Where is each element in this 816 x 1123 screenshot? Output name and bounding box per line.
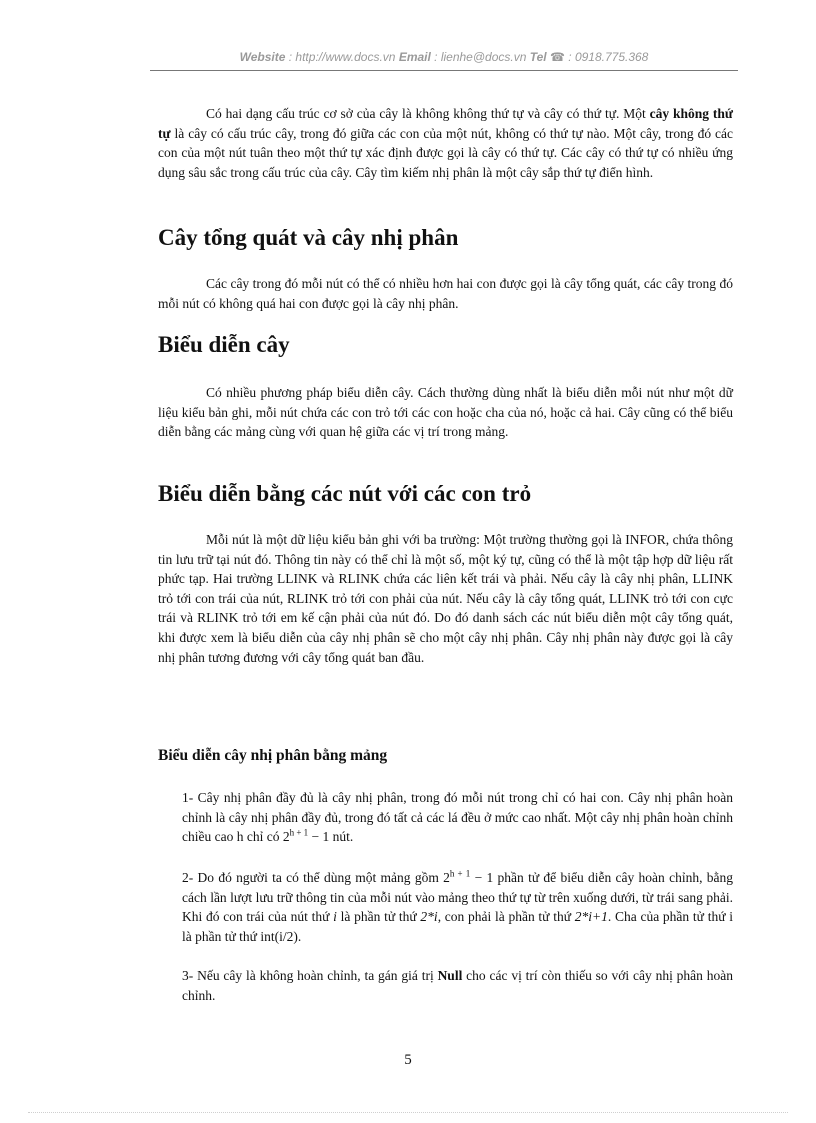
subsection-heading: Biểu diễn cây nhị phân bằng mảng <box>158 747 388 764</box>
null-keyword: Null <box>437 968 463 983</box>
list-item: 2- Do đó người ta có thể dùng một mảng gồm $2^{h + 1} - 1$ phần tử để biểu diễn cây hoàn chỉnh, bằng cách lần lượt lưu trữ thông tin của mỗi nút vào mảng theo thứ tự từ trên xuống dưới, từ trái sang phải. Khi đó con trái của nút thứ i là phần tử thứ 2*i, con phải là phần tử thứ 2*i+1. Cha của phần tử thứ i là phần tử thứ int(i/2). <box>182 868 733 944</box>
email-label: Email <box>398 50 431 64</box>
website-value: : http://www.docs.vn <box>285 50 399 64</box>
list-item: 3- Nếu cây là không hoàn chỉnh, ta gán giá trị Null cho các vị trí còn thiếu so với cây nhị phân hoàn chỉnh. <box>182 968 733 1003</box>
list-item: 1- Cây nhị phân đầy đủ là cây nhị phân, trong đó mỗi nút trong chỉ có hai con. Cây nhị phân hoàn chỉnh là cây nhị phân đầy đủ, trong đó tất cả các lá đều ở mức cao nhất. Một cây nhị phân hoàn chỉnh chiều cao h chỉ có $2^{h + 1} - 1$ nút. <box>182 790 733 845</box>
intro-bold-term: cây không thứ tự <box>158 106 733 141</box>
intro-paragraph: Có hai dạng cấu trúc cơ sở của cây là không không thứ tự và cây có thứ tự. Một cây không thứ tự là cây có cấu trúc cây, trong đó giữa các con của một nút, không có thứ tự nào. Một cây, trong đó các con của một nút tuân theo một thứ tự xác định được gọi là cây có thứ tự. Các cây có thứ tự có nhiều ứng dụng sâu sắc trong cấu trúc của cây. Cây tìm kiếm nhị phân là một cây sắp thứ tự điển hình. <box>158 106 733 180</box>
section-heading: Cây tổng quát và cây nhị phân <box>158 225 459 250</box>
section-paragraph: Có nhiều phương pháp biểu diễn cây. Cách thường dùng nhất là biểu diễn mỗi nút như một dữ liệu kiểu bản ghi, mỗi nút chứa các con trỏ tới các con hoặc cha của nó, hoặc cả hai. Cây cũng có thể biểu diễn bằng các mảng cùng với quan hệ giữa các vị trí trong mảng. <box>158 385 733 440</box>
section-heading: Biểu diễn bằng các nút với các con trỏ <box>158 481 532 506</box>
page-header <box>150 50 738 70</box>
page-number: 5 <box>404 1052 412 1068</box>
tel-label: Tel <box>529 50 547 64</box>
footer-divider <box>28 1112 788 1113</box>
telephone-icon: ☎ <box>549 50 565 64</box>
email-value: : lienhe@docs.vn <box>430 50 530 64</box>
section-heading: Biểu diễn cây <box>158 332 290 357</box>
website-label: Website <box>239 50 286 64</box>
section-paragraph: Các cây trong đó mỗi nút có thể có nhiều hơn hai con được gọi là cây tổng quát, các cây trong đó mỗi nút có không quá hai con được gọi là cây nhị phân. <box>158 276 733 311</box>
header-divider <box>150 70 738 71</box>
tel-value: : 0918.775.368 <box>564 50 649 64</box>
section-paragraph: Mỗi nút là một dữ liệu kiểu bản ghi với ba trường: Một trường thường gọi là INFOR, chứa thông tin lưu trữ tại nút đó. Thông tin này có thể chỉ là một số, một ký tự, cũng có thể là một tập hợp dữ liệu rất phức tạp. Hai trường LLINK và RLINK chứa các liên kết trái và phải. Nếu cây là cây nhị phân, LLINK trỏ tới con trái của nút, RLINK trỏ tới con phải của nút. Nếu cây là cây tổng quát, LLINK trỏ tới con cực trái và RLINK trỏ tới em kế cận phải của nút đó. Do đó danh sách các nút biểu diễn một cây tổng quát, khi được xem là biểu diễn của cây nhị phân sẽ cho một cây nhị phân. Cây nhị phân này được gọi là cây nhị phân tương đương với cây tổng quát ban đầu. <box>158 532 733 665</box>
